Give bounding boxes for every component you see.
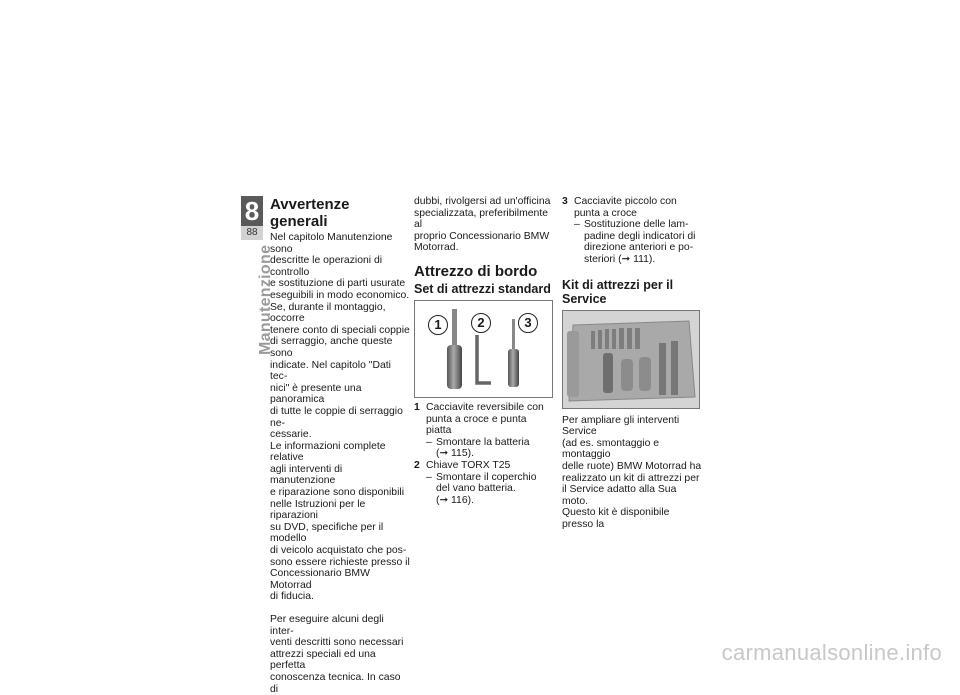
- page-reference: (➞ 116).: [436, 494, 474, 506]
- torx-key: [477, 335, 491, 383]
- watermark: carmanualsonline.info: [721, 640, 942, 665]
- case-hinge: [567, 331, 579, 397]
- figure-standard-tools: [414, 300, 553, 398]
- dash-icon: –: [426, 471, 432, 483]
- paragraph-service-kit: Per ampliare gli interventi Service (ad es. smontaggio e montaggio delle ruote) BMW Motorrad ha realizzato un kit di attrezzi per il Service adatto alla Sua moto. Questo kit è disponibile presso la: [562, 414, 702, 530]
- page-reference: (➞ 115).: [436, 448, 474, 460]
- column-3: [562, 196, 702, 531]
- tool-adapter: [621, 359, 633, 391]
- paragraph-special-tools: Per eseguire alcuni degli inter- venti descritti sono necessari attrezzi speciali ed una perfetta conoscenza tecnica. In caso di: [270, 614, 404, 695]
- callout-1: 1: [428, 315, 448, 335]
- heading-avvertenze: Avvertenze generali: [270, 196, 350, 230]
- paragraph-continued: dubbi, rivolgersi ad un'officina specializzata, preferibilmente al proprio Concessionario BMW Motorrad.: [414, 196, 551, 254]
- subheading-standard-set: Set di attrezzi standard: [414, 281, 551, 296]
- tool-adapter: [639, 357, 651, 391]
- tool-bar: [671, 341, 678, 395]
- service-kit-illustration: [563, 311, 699, 408]
- dash-icon: –: [574, 219, 580, 231]
- screwdriver-3-shaft: [512, 319, 515, 351]
- page-number: 88: [241, 226, 263, 240]
- heading-service-kit: Kit di attrezzi per il Service: [562, 277, 674, 306]
- list-item: 3 Cacciavite piccolo con punta a croce: [562, 196, 677, 219]
- paragraph-intro: Nel capitolo Manutenzione sono descritte le operazioni di controllo e sostituzione di parti usurate eseguibili in modo economico. Se, durante il montaggio, occorre tenere conto di speciali coppie di serraggio, anche queste sono indicate. Nel capitolo "Dati tec- nici" è presente una panoramica di tutte le coppie di serraggio ne- cessarie. Le informazioni complete relative agli interventi di manutenzione e riparazione sono disponibili nelle Istruzioni per le riparazioni su DVD, specifiche per il modello di veicolo acquistato che pos- sono essere richieste presso il Concessionario BMW Motorrad di fiducia.: [270, 232, 410, 603]
- figure-service-kit: [562, 310, 700, 409]
- list-subitem: – Smontare il coperchio del vano batteria.: [426, 471, 537, 495]
- tool-handle: [603, 353, 613, 393]
- list-subitem: – Smontare la batteria: [426, 436, 530, 448]
- callout-3: 3: [518, 313, 538, 333]
- chapter-number: 8: [241, 196, 263, 226]
- chapter-side-label: Manutenzione: [257, 244, 274, 355]
- column-1: [270, 196, 410, 695]
- list-item: 1 Cacciavite reversibile con punta a croce e punta piatta: [414, 401, 544, 437]
- dash-icon: –: [426, 436, 432, 448]
- callout-2: 2: [471, 313, 491, 333]
- screwdriver-1-shaft: [452, 309, 457, 347]
- list-item: 2 Chiave TORX T25: [414, 459, 511, 471]
- tool-bar: [659, 343, 666, 395]
- screwdriver-1-handle: [447, 345, 462, 389]
- list-subitem: – Sostituzione delle lam- padine degli indicatori di direzione anteriori e po- steriori (➞ 111).: [574, 219, 696, 265]
- heading-attrezzo-di-bordo: Attrezzo di bordo: [414, 262, 538, 280]
- column-2: [414, 196, 554, 506]
- screwdriver-3-handle: [508, 349, 519, 387]
